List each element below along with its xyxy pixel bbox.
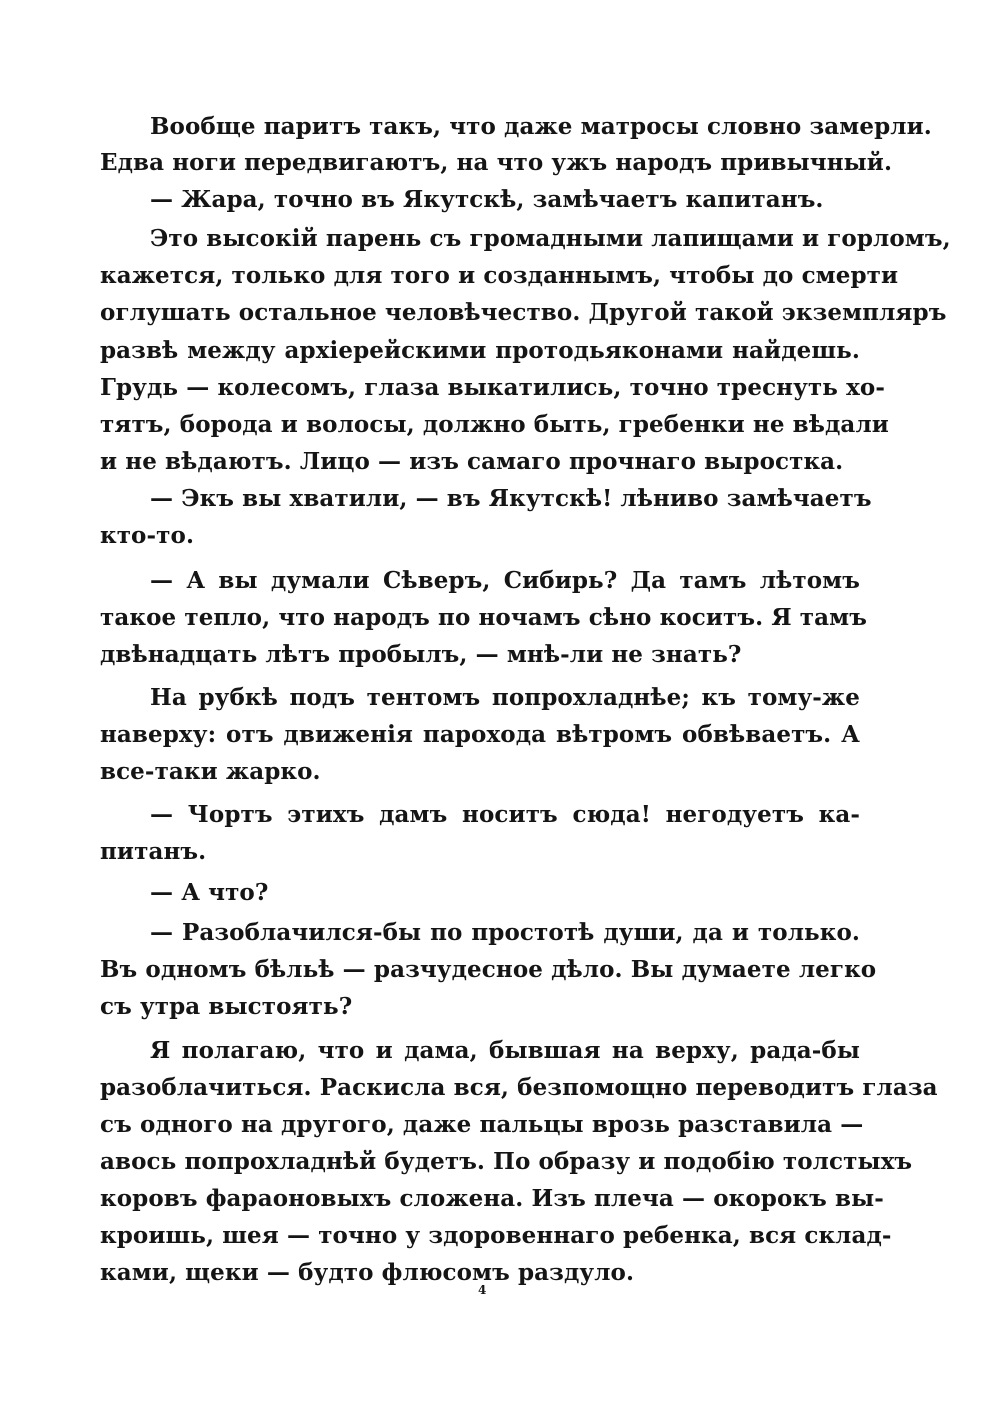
text-line: и не вѣдаютъ. Лицо — изъ самаго прочнаго выростка. — [100, 448, 844, 475]
text-line: съ одного на другого, даже пальцы врозь разставила — — [100, 1111, 864, 1138]
text-line: — Экъ вы хватили, — въ Якутскѣ! лѣниво замѣчаетъ — [150, 485, 872, 512]
text-line: — Разоблачился-бы по простотѣ души, да и только. — [150, 919, 860, 946]
text-line: Едва ноги передвигаютъ, на что ужъ народъ привычный. — [100, 149, 893, 176]
text-line: все-таки жарко. — [100, 758, 321, 785]
text-line: Грудь — колесомъ, глаза выкатились, точно треснуть хо- — [100, 374, 885, 401]
text-line: На рубкѣ подъ тентомъ попрохладнѣе; къ тому-же — [150, 684, 860, 711]
text-line: Это высокій парень съ громадными лапищами и горломъ, — [150, 225, 951, 252]
text-line: — А что? — [150, 879, 269, 906]
text-line: такое тепло, что народъ по ночамъ сѣно коситъ. Я тамъ — [100, 604, 867, 631]
text-line: тятъ, борода и волосы, должно быть, гребенки не вѣдали — [100, 411, 889, 438]
text-line: развѣ между архіерейскими протодьяконами найдешь. — [100, 337, 860, 364]
text-line: авось попрохладнѣй будетъ. По образу и подобію толстыхъ — [100, 1148, 913, 1175]
text-line: кто-то. — [100, 522, 195, 549]
text-line: наверху: отъ движенія парохода вѣтромъ обвѣваетъ. А — [100, 721, 860, 748]
text-line: кроишь, шея — точно у здоровеннаго ребенка, вся склад- — [100, 1222, 892, 1249]
text-line: питанъ. — [100, 838, 207, 865]
text-line: двѣнадцать лѣтъ пробылъ, — мнѣ-ли не знать? — [100, 641, 742, 668]
text-line: Вообще паритъ такъ, что даже матросы словно замерли. — [150, 113, 932, 140]
text-line: — Жара, точно въ Якутскѣ, замѣчаетъ капитанъ. — [150, 186, 824, 213]
text-line: — А вы думали Сѣверъ, Сибирь? Да тамъ лѣтомъ — [150, 567, 860, 594]
text-line: ками, щеки — будто флюсомъ раздуло. — [100, 1259, 635, 1286]
text-line: съ утра выстоять? — [100, 993, 353, 1020]
text-line: Въ одномъ бѣльѣ — разчудесное дѣло. Вы думаете легко — [100, 956, 877, 983]
page-mark: 4 — [478, 1283, 487, 1297]
text-line: коровъ фараоновыхъ сложена. Изъ плеча — окорокъ вы- — [100, 1185, 884, 1212]
text-line: — Чортъ этихъ дамъ носитъ сюда! негодуетъ ка- — [150, 801, 860, 828]
text-line: кажется, только для того и созданнымъ, чтобы до смерти — [100, 262, 899, 289]
text-line: разоблачиться. Раскисла вся, безпомощно переводитъ глаза — [100, 1074, 938, 1101]
text-line: Я полагаю, что и дама, бывшая на верху, рада-бы — [150, 1037, 860, 1064]
text-line: оглушать остальное человѣчество. Другой такой экземпляръ — [100, 299, 947, 326]
